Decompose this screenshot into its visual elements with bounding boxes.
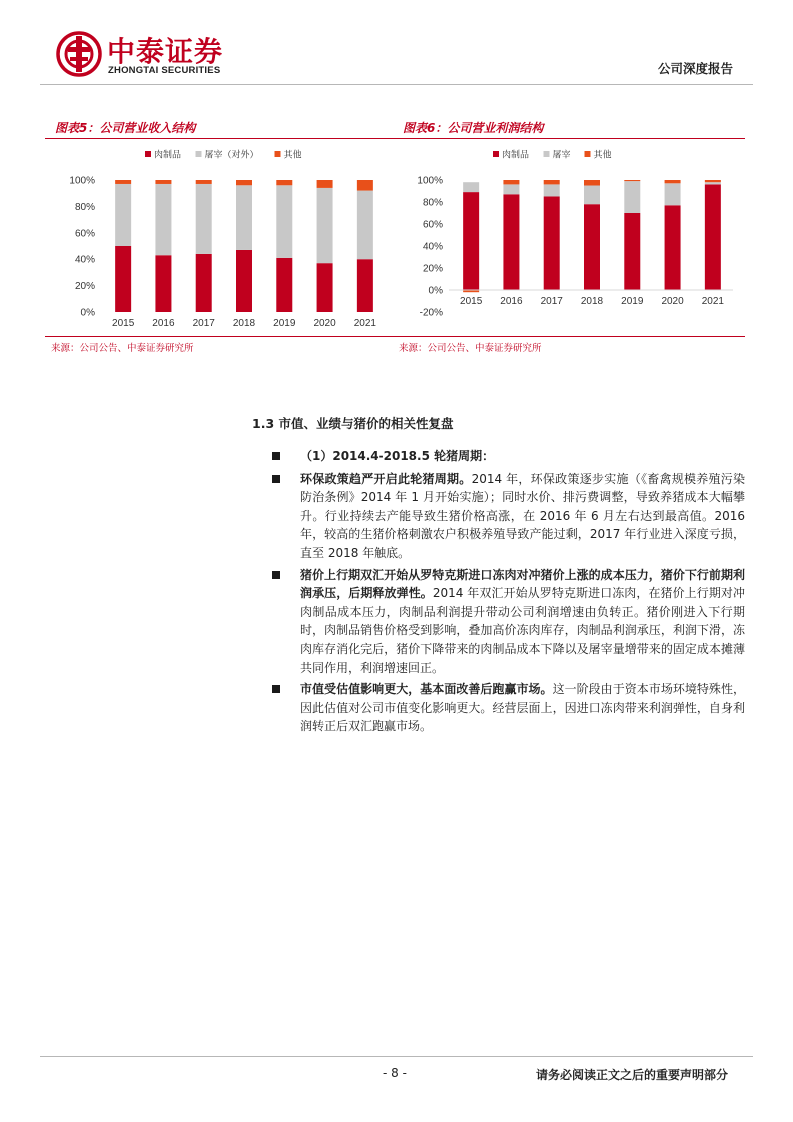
- bar-segment: [236, 250, 252, 312]
- legend-swatch: [196, 151, 202, 157]
- y-tick-label: 80%: [74, 201, 95, 213]
- bar-segment: [196, 254, 212, 312]
- bullet-text: 这一阶段由于资本市场环境特殊性，因此估值对公司市值变化影响更大。经营层面上，因进口冻肉带来利润弹性，自身利润转正后双汇跑赢市场。: [300, 682, 745, 734]
- bar-segment: [503, 194, 519, 290]
- bar-segment: [665, 183, 681, 205]
- legend-label: 肉制品: [502, 150, 530, 161]
- bar-segment: [624, 213, 640, 290]
- chart-revenue-structure: [45, 118, 397, 358]
- chart-title: 图表6：公司营业利润结构: [393, 118, 745, 139]
- legend-swatch: [145, 151, 151, 157]
- x-tick-label: 2021: [701, 296, 724, 307]
- bullet-heading: （1）2014.4-2018.5 轮猪周期：: [300, 449, 495, 463]
- x-tick-label: 2019: [621, 296, 644, 307]
- bullet-heading: 环保政策趋严开启此轮猪周期。: [300, 471, 472, 486]
- legend-swatch: [275, 151, 281, 157]
- chart-canvas: [393, 142, 745, 332]
- bar-segment: [357, 191, 373, 260]
- bullet-square-icon: [272, 475, 280, 483]
- bar-segment: [276, 180, 292, 185]
- y-tick-label: 60%: [74, 228, 95, 240]
- legend-label: 屠宰（对外）: [204, 150, 259, 161]
- y-tick-label: 40%: [74, 254, 95, 266]
- bar-segment: [357, 180, 373, 191]
- legend-swatch: [544, 151, 550, 157]
- chart-canvas: [45, 142, 397, 332]
- y-tick-label: 40%: [422, 241, 443, 253]
- bar-segment: [584, 204, 600, 290]
- bar-segment: [317, 263, 333, 312]
- x-tick-label: 2016: [152, 318, 175, 329]
- x-tick-label: 2021: [353, 318, 376, 329]
- x-tick-label: 2015: [460, 296, 483, 307]
- y-tick-label: 0%: [428, 285, 443, 297]
- bar-segment: [584, 180, 600, 186]
- bar-segment: [115, 180, 131, 184]
- bar-segment: [705, 180, 721, 182]
- bar-segment: [503, 184, 519, 194]
- x-tick-label: 2018: [580, 296, 604, 307]
- footer-divider: [40, 1056, 753, 1057]
- bar-segment: [276, 258, 292, 312]
- bar-segment: [236, 180, 252, 185]
- bar-segment: [624, 180, 640, 181]
- bar-segment: [544, 180, 560, 184]
- bar-segment: [276, 185, 292, 258]
- bar-segment: [155, 180, 171, 184]
- report-type-label: 公司深度报告: [657, 61, 733, 76]
- legend-swatch: [585, 151, 591, 157]
- bullet-heading: 猪价上行期双汇开始从罗特克斯进口冻肉对冲猪价上涨的成本压力，猪价下行前期利润承压，后期释放弹性。: [300, 567, 745, 601]
- bar-segment: [115, 246, 131, 312]
- bar-segment: [705, 182, 721, 184]
- bullet-list: [270, 447, 745, 736]
- list-item: [270, 566, 745, 678]
- x-tick-label: 2015: [112, 318, 135, 329]
- bullet-text: 2014 年双汇开始从罗特克斯进口冻肉，在猪价上行期对冲肉制品成本压力，肉制品利润提升带动公司利润增速由负转正。猪价刚进入下行期时，肉制品销售价格受到影响，叠加高价冻肉库存，肉制品利润承压，利润下滑，冻肉库存消化完后，猪价下降带来的肉制品成本下降以及屠宰量增带来的固定成本摊薄共同作用，利润增速回正。: [300, 586, 745, 675]
- chart-source: 来源：公司公告、中泰证券研究所: [45, 336, 397, 354]
- bullet-square-icon: [272, 452, 280, 460]
- company-name-en: ZHONGTAI SECURITIES: [108, 65, 221, 76]
- y-tick-label: 80%: [422, 197, 443, 209]
- bar-segment: [584, 186, 600, 205]
- bar-segment: [544, 197, 560, 291]
- bar-segment: [463, 192, 479, 290]
- section-title: 1.3 市值、业绩与猪价的相关性复盘: [252, 416, 454, 431]
- legend-swatch: [493, 151, 499, 157]
- legend-label: 肉制品: [154, 150, 182, 161]
- bar-segment: [115, 184, 131, 246]
- header-divider: [40, 84, 753, 85]
- x-tick-label: 2020: [313, 318, 336, 329]
- x-tick-label: 2018: [232, 318, 256, 329]
- x-tick-label: 2017: [192, 318, 215, 329]
- bar-segment: [463, 182, 479, 192]
- bullet-square-icon: [272, 571, 280, 579]
- bar-segment: [624, 181, 640, 213]
- legend-label: 其他: [283, 150, 302, 161]
- chart-profit-structure: [393, 118, 745, 358]
- bullet-heading: 市值受估值影响更大，基本面改善后跑赢市场。: [300, 682, 553, 697]
- y-tick-label: 100%: [69, 175, 95, 187]
- bar-segment: [196, 180, 212, 184]
- list-item: [270, 470, 745, 563]
- chart-title: 图表5：公司营业收入结构: [45, 118, 397, 139]
- bar-segment: [196, 184, 212, 254]
- disclaimer-text: 请务必阅读正文之后的重要声明部分: [535, 1068, 728, 1082]
- bar-segment: [665, 205, 681, 290]
- list-item: [270, 447, 745, 466]
- page-number: - 8 -: [383, 1066, 407, 1080]
- bullet-square-icon: [272, 685, 280, 693]
- x-tick-label: 2016: [500, 296, 523, 307]
- bar-segment: [503, 180, 519, 184]
- x-tick-label: 2019: [273, 318, 296, 329]
- bar-segment: [155, 184, 171, 255]
- y-tick-label: 0%: [80, 307, 95, 319]
- y-tick-label: 20%: [422, 263, 443, 275]
- bar-segment: [317, 180, 333, 188]
- y-tick-label: -20%: [419, 307, 443, 319]
- bar-segment: [155, 255, 171, 312]
- bar-segment: [317, 188, 333, 263]
- y-tick-label: 60%: [422, 219, 443, 231]
- legend-label: 其他: [593, 150, 612, 161]
- y-tick-label: 20%: [74, 281, 95, 293]
- x-tick-label: 2020: [661, 296, 684, 307]
- list-item: [270, 680, 745, 736]
- company-name-cn: 中泰证券: [107, 35, 224, 68]
- bar-segment: [357, 259, 373, 312]
- chart-source: 来源：公司公告、中泰证券研究所: [393, 336, 745, 354]
- x-tick-label: 2017: [540, 296, 563, 307]
- bar-segment: [665, 180, 681, 183]
- bar-segment: [544, 184, 560, 196]
- y-tick-label: 100%: [417, 175, 443, 187]
- bar-segment: [236, 185, 252, 250]
- legend-label: 屠宰: [552, 150, 571, 161]
- bullet-text: 2014 年，环保政策逐步实施（《畜禽规模养殖污染防治条例》2014 年 1 月开始实施）；同时水价、排污费调整，导致养猪成本大幅攀升。行业持续去产能导致生猪价格高涨，在 2016 年 6 月左右达到最高值。2016 年，较高的生猪价格刺激农户积极养殖导致产能过剩，2017 年行业进入深度亏损，直至 2018 年触底。: [300, 471, 745, 560]
- company-logo: [55, 30, 245, 82]
- bar-segment: [705, 184, 721, 290]
